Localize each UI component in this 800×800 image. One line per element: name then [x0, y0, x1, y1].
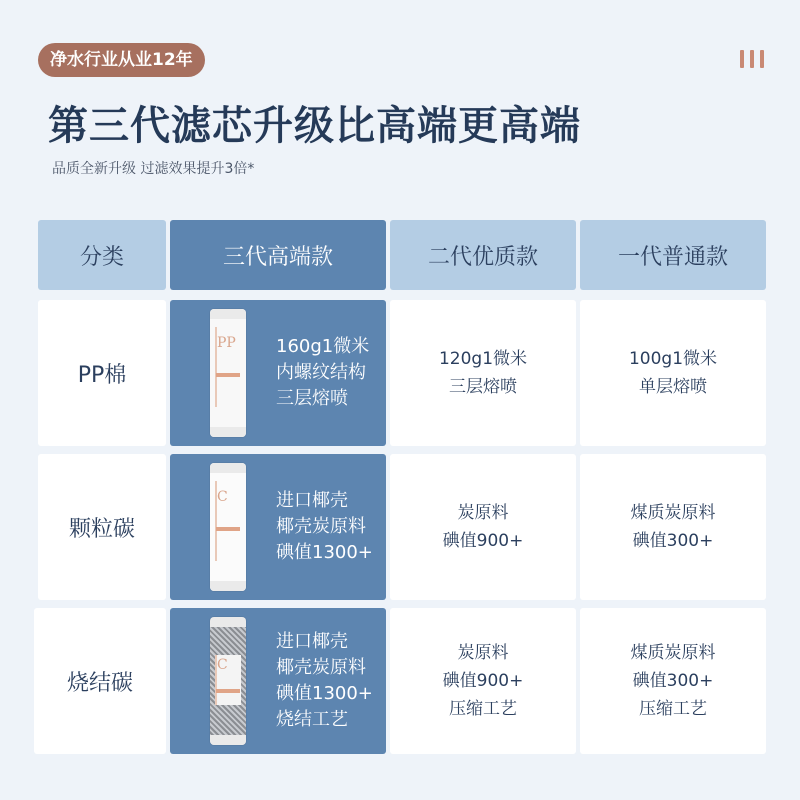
category-granular-carbon: 颗粒碳 [38, 454, 166, 600]
sintered-carbon-cartridge-icon [210, 617, 246, 745]
gen3-sintered-line: 烧结工艺 [276, 709, 348, 730]
header-gen3: 三代高端款 [170, 220, 386, 290]
gen2-pp-line: 三层熔喷 [449, 377, 517, 397]
page-subtitle: 品质全新升级 过滤效果提升3倍* [52, 161, 255, 177]
granular-carbon-cartridge-icon [210, 463, 246, 591]
gen1-pp-line: 单层熔喷 [639, 377, 707, 397]
gen3-sintered-line: 进口椰壳 [276, 631, 348, 652]
gen2-sintered-line: 压缩工艺 [449, 699, 517, 719]
header-gen1: 一代普通款 [580, 220, 766, 290]
gen1-granular-line: 碘值300+ [632, 531, 714, 551]
gen3-pp-cell [170, 300, 386, 446]
gen3-pp-line: 160g1微米 [276, 336, 370, 357]
experience-badge: 净水行业从业12年 [38, 43, 205, 77]
gen2-sintered-line: 炭原料 [457, 643, 509, 663]
gen1-granular-cell [580, 454, 766, 600]
carbon-mark: C [217, 657, 228, 673]
gen3-sintered-line: 碘值1300+ [276, 683, 373, 704]
header-category: 分类 [38, 220, 166, 290]
gen2-pp-cell [390, 300, 576, 446]
gen1-sintered-line: 煤质炭原料 [630, 643, 716, 663]
page-title: 第三代滤芯升级比高端更高端 [48, 103, 581, 149]
gen3-pp-line: 三层熔喷 [276, 388, 348, 409]
gen1-granular-line: 煤质炭原料 [630, 503, 716, 523]
gen3-granular-cell [170, 454, 386, 600]
decoration-bars [740, 50, 764, 68]
category-pp: PP棉 [38, 300, 166, 446]
gen3-sintered-line: 椰壳炭原料 [276, 657, 366, 678]
gen1-pp-line: 100g1微米 [628, 349, 718, 369]
gen2-granular-cell [390, 454, 576, 600]
gen3-sintered-cell [170, 608, 386, 754]
gen1-sintered-cell [580, 608, 766, 754]
gen3-granular-line: 碘值1300+ [276, 542, 373, 563]
gen1-sintered-line: 碘值300+ [632, 671, 714, 691]
gen2-sintered-cell [390, 608, 576, 754]
pp-filter-cartridge-icon [210, 309, 246, 437]
category-sintered-carbon: 烧结碳 [34, 608, 166, 754]
gen3-granular-line: 椰壳炭原料 [276, 516, 366, 537]
gen2-sintered-line: 碘值900+ [442, 671, 524, 691]
gen1-sintered-line: 压缩工艺 [639, 699, 707, 719]
pp-mark: PP [217, 335, 236, 351]
header-gen2: 二代优质款 [390, 220, 576, 290]
gen1-pp-cell [580, 300, 766, 446]
gen3-pp-line: 内螺纹结构 [276, 362, 366, 383]
gen2-pp-line: 120g1微米 [438, 349, 528, 369]
gen3-granular-line: 进口椰壳 [276, 490, 348, 511]
gen2-granular-line: 炭原料 [457, 503, 509, 523]
carbon-mark: C [217, 489, 228, 505]
gen2-granular-line: 碘值900+ [442, 531, 524, 551]
